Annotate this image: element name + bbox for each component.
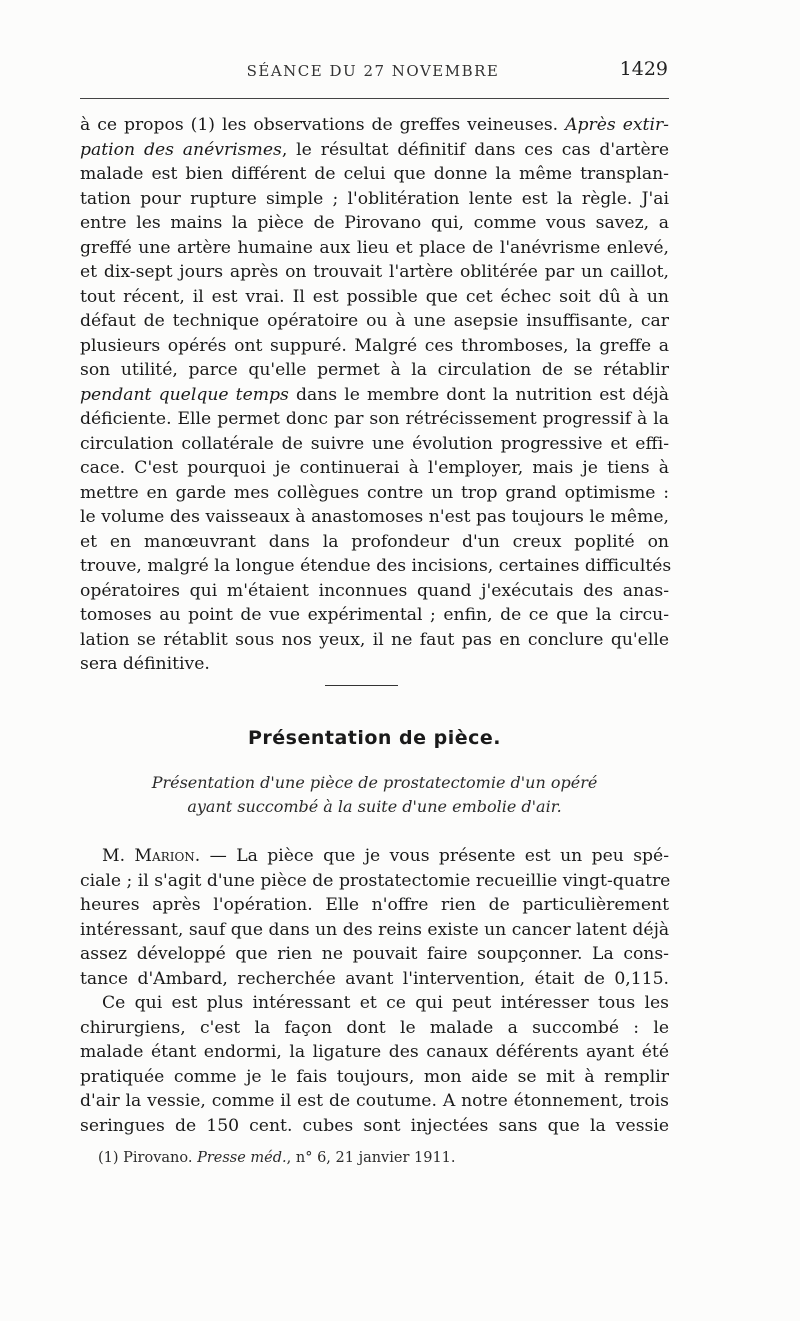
speaker-name: M. Marion. (102, 846, 201, 866)
paragraph-marion (80, 844, 669, 1138)
text-line: trouve, malgré la longue étendue des incisions, certaines difficultés (80, 556, 672, 576)
text-line: greffé une artère humaine aux lieu et place de l'anévrisme enlevé, (80, 237, 669, 258)
section-heading: Présentation de pièce. (247, 727, 502, 749)
text-line: cace. C'est pourquoi je continuerai à l'employer, mais je tiens à (80, 458, 669, 478)
text-line: malade est bien différent de celui que donne la même transplan- (80, 164, 669, 184)
text-line: assez développé que rien ne pouvait faire soupçonner. La cons- (80, 944, 669, 964)
text-line: Ce qui est plus intéressant et ce qui peut intéresser tous les (102, 993, 669, 1013)
text-line: sera définitive. (80, 654, 210, 674)
section-subtitle (80, 771, 669, 819)
text-line: heures après l'opération. Elle n'offre rien de particulièrement (80, 895, 669, 915)
text-line: ciale ; il s'agit d'une pièce de prostatectomie recueillie vingt-quatre (80, 870, 671, 891)
text-line: et dix-sept jours après on trouvait l'artère oblitérée par un caillot, (80, 262, 669, 282)
section-divider (325, 685, 398, 686)
text-line: pation des anévrismes, le résultat définitif dans ces cas d'artère (80, 139, 669, 160)
header-rule (80, 98, 669, 99)
text-line: seringues de 150 cent. cubes sont injectées sans que la vessie (80, 1115, 669, 1136)
subtitle-line: Présentation d'une pièce de prostatectomie d'un opéré (151, 773, 598, 792)
text-line: tation pour rupture simple ; l'oblitération lente est la règle. J'ai (80, 188, 669, 209)
text-line: entre les mains la pièce de Pirovano qui, comme vous savez, a (80, 213, 669, 233)
text-line: chirurgiens, c'est la façon dont le malade a succombé : le (80, 1017, 669, 1038)
text-line: et en manœuvrant dans la profondeur d'un creux poplité on (80, 531, 669, 552)
text-line: M. Marion. — La pièce que je vous présente est un peu spé- (102, 846, 669, 866)
page-header (78, 58, 668, 88)
subtitle-line: ayant succombé à la suite d'une embolie d'air. (187, 797, 562, 816)
text-line: tout récent, il est vrai. Il est possible que cet échec soit dû à un (80, 286, 669, 307)
text-line: d'air la vessie, comme il est de coutume. A notre étonnement, trois (80, 1091, 669, 1111)
text-line: son utilité, parce qu'elle permet à la circulation de se rétablir (80, 360, 669, 380)
text-line: à ce propos (1) les observations de greffes veineuses. Après extir- (80, 115, 669, 135)
text-line: plusieurs opérés ont suppuré. Malgré ces thromboses, la greffe a (80, 335, 669, 356)
text-line: opératoires qui m'étaient inconnues quand j'exécutais des anas- (80, 580, 669, 601)
text-line: le volume des vaisseaux à anastomoses n'est pas toujours le même, (80, 507, 669, 527)
text-line: déficiente. Elle permet donc par son rétrécissement progressif à la (80, 409, 669, 429)
text-line: intéressant, sauf que dans un des reins existe un cancer latent déjà (80, 919, 670, 940)
text-line: lation se rétablit sous nos yeux, il ne faut pas en conclure qu'elle (80, 629, 669, 650)
text-line: pendant quelque temps dans le membre dont la nutrition est déjà (80, 384, 669, 405)
running-title: SÉANCE DU 27 NOVEMBRE (246, 62, 500, 80)
text-line: défaut de technique opératoire ou à une asepsie insuffisante, car (80, 311, 669, 331)
text-line: pratiquée comme je le fais toujours, mon aide se mit à remplir (80, 1066, 669, 1087)
paragraph-greffes-veineuses (80, 113, 672, 677)
text-line: malade étant endormi, la ligature des canaux déférents ayant été (80, 1042, 669, 1062)
text-line: tomoses au point de vue expérimental ; enfin, de ce que la circu- (80, 605, 669, 625)
footnote: (1) Pirovano. Presse méd., n° 6, 21 janvier 1911. (98, 1150, 456, 1166)
page-number: 1429 (619, 58, 668, 80)
text-line: tance d'Ambard, recherchée avant l'intervention, était de 0,115. (80, 968, 669, 989)
text-line: circulation collatérale de suivre une évolution progressive et effi- (80, 433, 669, 454)
text-line: mettre en garde mes collègues contre un trop grand optimisme : (80, 482, 669, 503)
